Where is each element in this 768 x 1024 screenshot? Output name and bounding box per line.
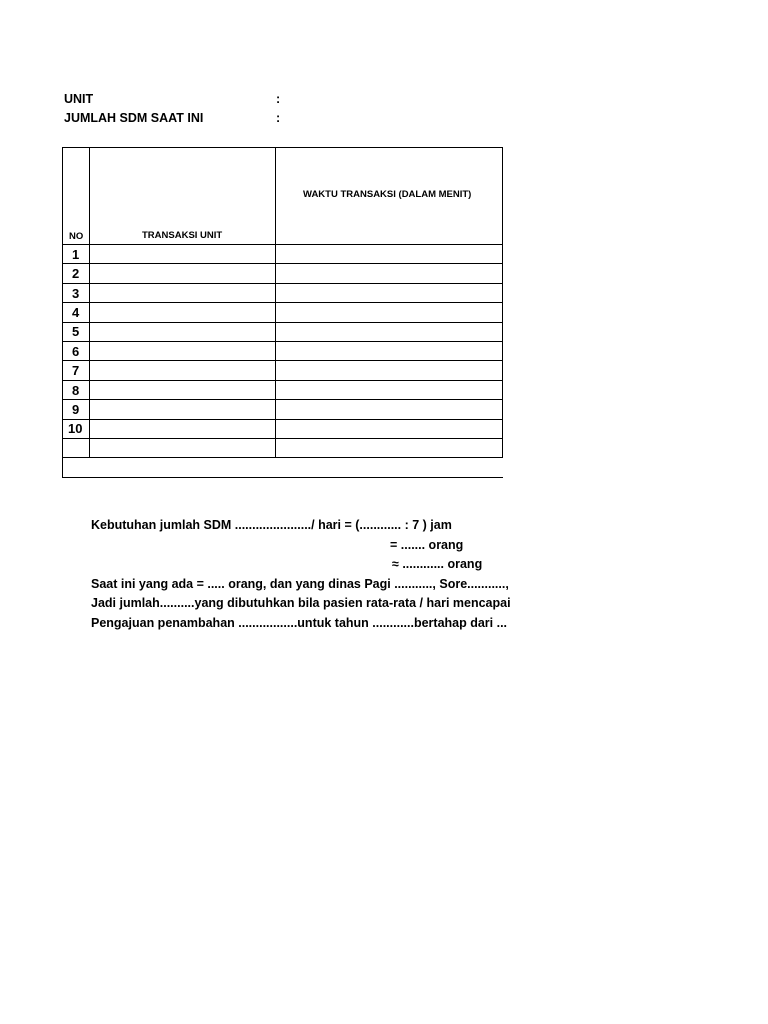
header-sdm-label: JUMLAH SDM SAAT INI [64, 111, 204, 125]
text-line-orang-eq: = ....... orang [390, 538, 464, 552]
table-row-line [62, 283, 503, 284]
row-number: 6 [72, 344, 80, 359]
table-row-line [62, 341, 503, 342]
row-number: 5 [72, 324, 80, 339]
header-unit-label: UNIT [64, 92, 94, 106]
table-row-line [62, 419, 503, 420]
col-header-transaksi: TRANSAKSI UNIT [142, 230, 223, 241]
text-line-saat-ini: Saat ini yang ada = ..... orang, dan yang dinas Pagi ..........., Sore..........., [91, 577, 509, 591]
table-header-row-border [62, 244, 503, 245]
col-header-no: NO [69, 231, 84, 242]
table-border-bottom [62, 477, 503, 478]
header-sdm-colon: : [276, 111, 281, 125]
table-row-line [62, 399, 503, 400]
table-border-top [62, 147, 503, 148]
table-row-line [62, 438, 503, 439]
table-row-line [62, 302, 503, 303]
row-number: 9 [72, 402, 80, 417]
row-number: 3 [72, 286, 80, 301]
table-row-line [62, 380, 503, 381]
text-line-pengajuan: Pengajuan penambahan .................untuk tahun ............bertahap dari ... [91, 616, 508, 630]
row-number: 7 [72, 363, 80, 378]
table-border-left [62, 147, 63, 478]
row-number: 10 [68, 421, 83, 436]
table-row-line [62, 263, 503, 264]
text-line-kebutuhan: Kebutuhan jumlah SDM ....................../ hari = (............ : 7 ) jam [91, 518, 452, 532]
text-line-jadi-jumlah: Jadi jumlah..........yang dibutuhkan bila pasien rata-rata / hari mencapai [91, 596, 511, 610]
row-number: 4 [72, 305, 80, 320]
table-row-line [62, 322, 503, 323]
text-line-orang-approx: ≈ ............ orang [392, 557, 483, 571]
col-header-waktu: WAKTU TRANSAKSI (DALAM MENIT) [303, 189, 472, 200]
table-row-line [62, 360, 503, 361]
row-number: 2 [72, 266, 80, 281]
row-number: 8 [72, 383, 80, 398]
table-row-line [62, 457, 503, 458]
row-number: 1 [72, 247, 80, 262]
header-unit-colon: : [276, 92, 281, 106]
